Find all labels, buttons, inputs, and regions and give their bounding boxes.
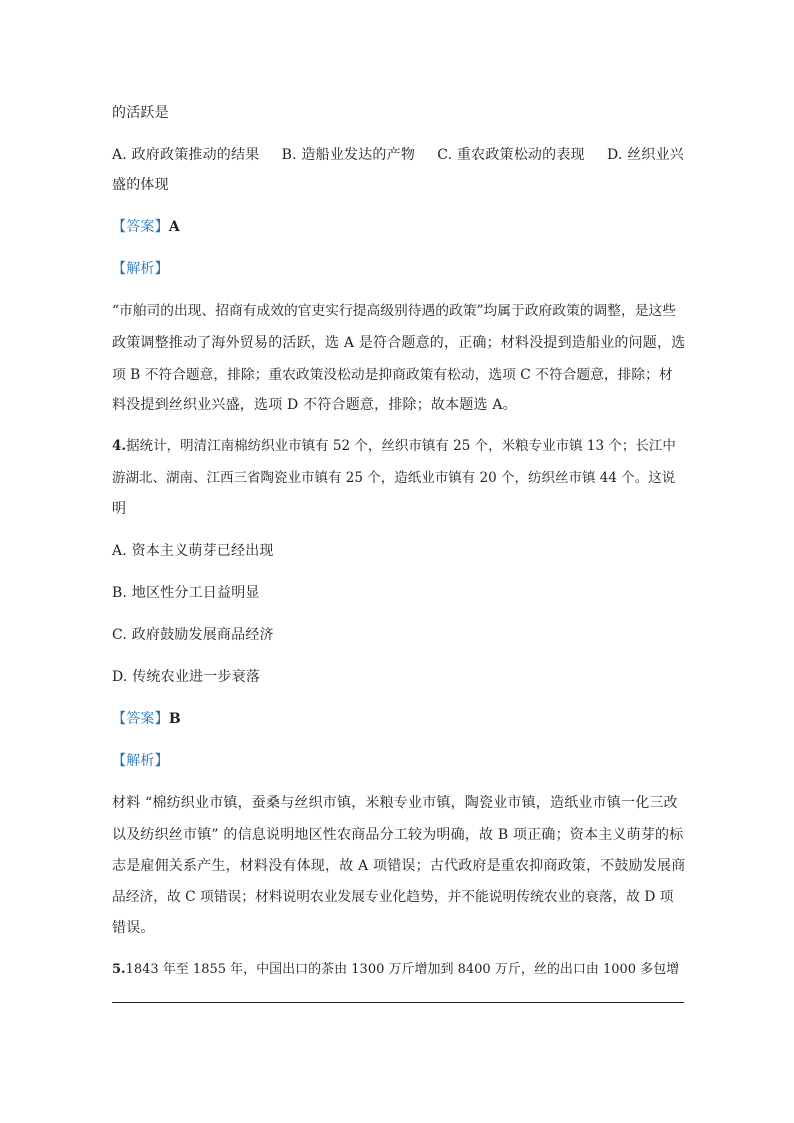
q4-analysis-label: 【解析】 [112,753,169,769]
q4-option-b: B. 地区性分工日益明显 [112,585,260,601]
q4-answer-value: B [168,711,181,727]
q3-option-d-cont: 盛的体现 [112,177,169,193]
q4-answer [112,710,684,728]
q3-answer-label: 【答案】 [112,219,169,235]
q4-option-c: C. 政府鼓励发展商品经济 [112,627,274,643]
q4-analysis-line: 品经济，故 C 项错误；材料说明农业发展专业化趋势，并不能说明传统农业的衰落，故 D 项 [112,889,674,905]
q4-option-d: D. 传统农业进一步衰落 [112,669,261,685]
q3-analysis-line: “市舶司的出现、招商有成效的官吏实行提高级别待遇的政策”均属于政府政策的调整，是这些 [112,303,677,319]
q4-stem-text: 据统计，明清江南棉纺织业市镇有 52 个，丝织市镇有 25 个，米粮专业市镇 13 个；长江中 [126,438,676,454]
q3-answer-value: A [168,219,180,235]
q3-analysis-line: 项 B 不符合题意，排除；重农政策没松动是抑商政策有松动，选项 C 不符合题意，排除；材 [112,367,673,383]
q5-number: 5. [112,962,126,977]
q3-analysis-line: 政策调整推动了海外贸易的活跃，选 A 是符合题意的，正确；材料没提到造船业的问题，选 [112,335,686,351]
q5-stem-line [112,961,684,979]
q3-option-d: D. 丝织业兴 [606,147,684,163]
q4-analysis-line: 以及纺织丝市镇” 的信息说明地区性农商品分工较为明确，故 B 项正确；资本主义萌芽的标 [112,827,684,843]
q3-option-b: B. 造船业发达的产物 [281,147,416,163]
q4-number: 4. [112,438,127,454]
footer-rule [112,1002,684,1003]
q3-analysis-line: 料没提到丝织业兴盛，选项 D 不符合题意，排除；故本题选 A。 [112,397,517,413]
q4-answer-label: 【答案】 [112,711,169,727]
q3-options-row [112,146,684,164]
q3-analysis-label: 【解析】 [112,261,169,277]
q3-stem-end: 的活跃是 [112,105,169,121]
q4-analysis-line: 错误。 [112,920,155,936]
q4-analysis-line: 志是雇佣关系产生，材料没有体现，故 A 项错误；古代政府是重农抑商政策，不鼓励发展商 [112,858,686,874]
q3-option-c: C. 重农政策松动的表现 [437,147,585,163]
q4-option-a: A. 资本主义萌芽已经出现 [112,543,274,559]
q3-option-a: A. 政府政策推动的结果 [112,147,260,163]
q3-answer [112,218,684,236]
q5-stem-text: 1843 年至 1855 年，中国出口的茶由 1300 万斤增加到 8400 万斤，丝的出口由 1000 多包增 [125,962,680,977]
q4-stem-line: 游湖北、湖南、江西三省陶瓷业市镇有 25 个，造纸业市镇有 20 个，纺织丝市镇 44 个。这说 [112,470,676,486]
q4-stem-line: 明 [112,501,127,517]
q4-stem-line [112,437,684,455]
q4-analysis-line: 材料 “棉纺织业市镇，蚕桑与丝织市镇，米粮专业市镇，陶瓷业市镇，造纸业市镇一化三改 [112,795,678,811]
